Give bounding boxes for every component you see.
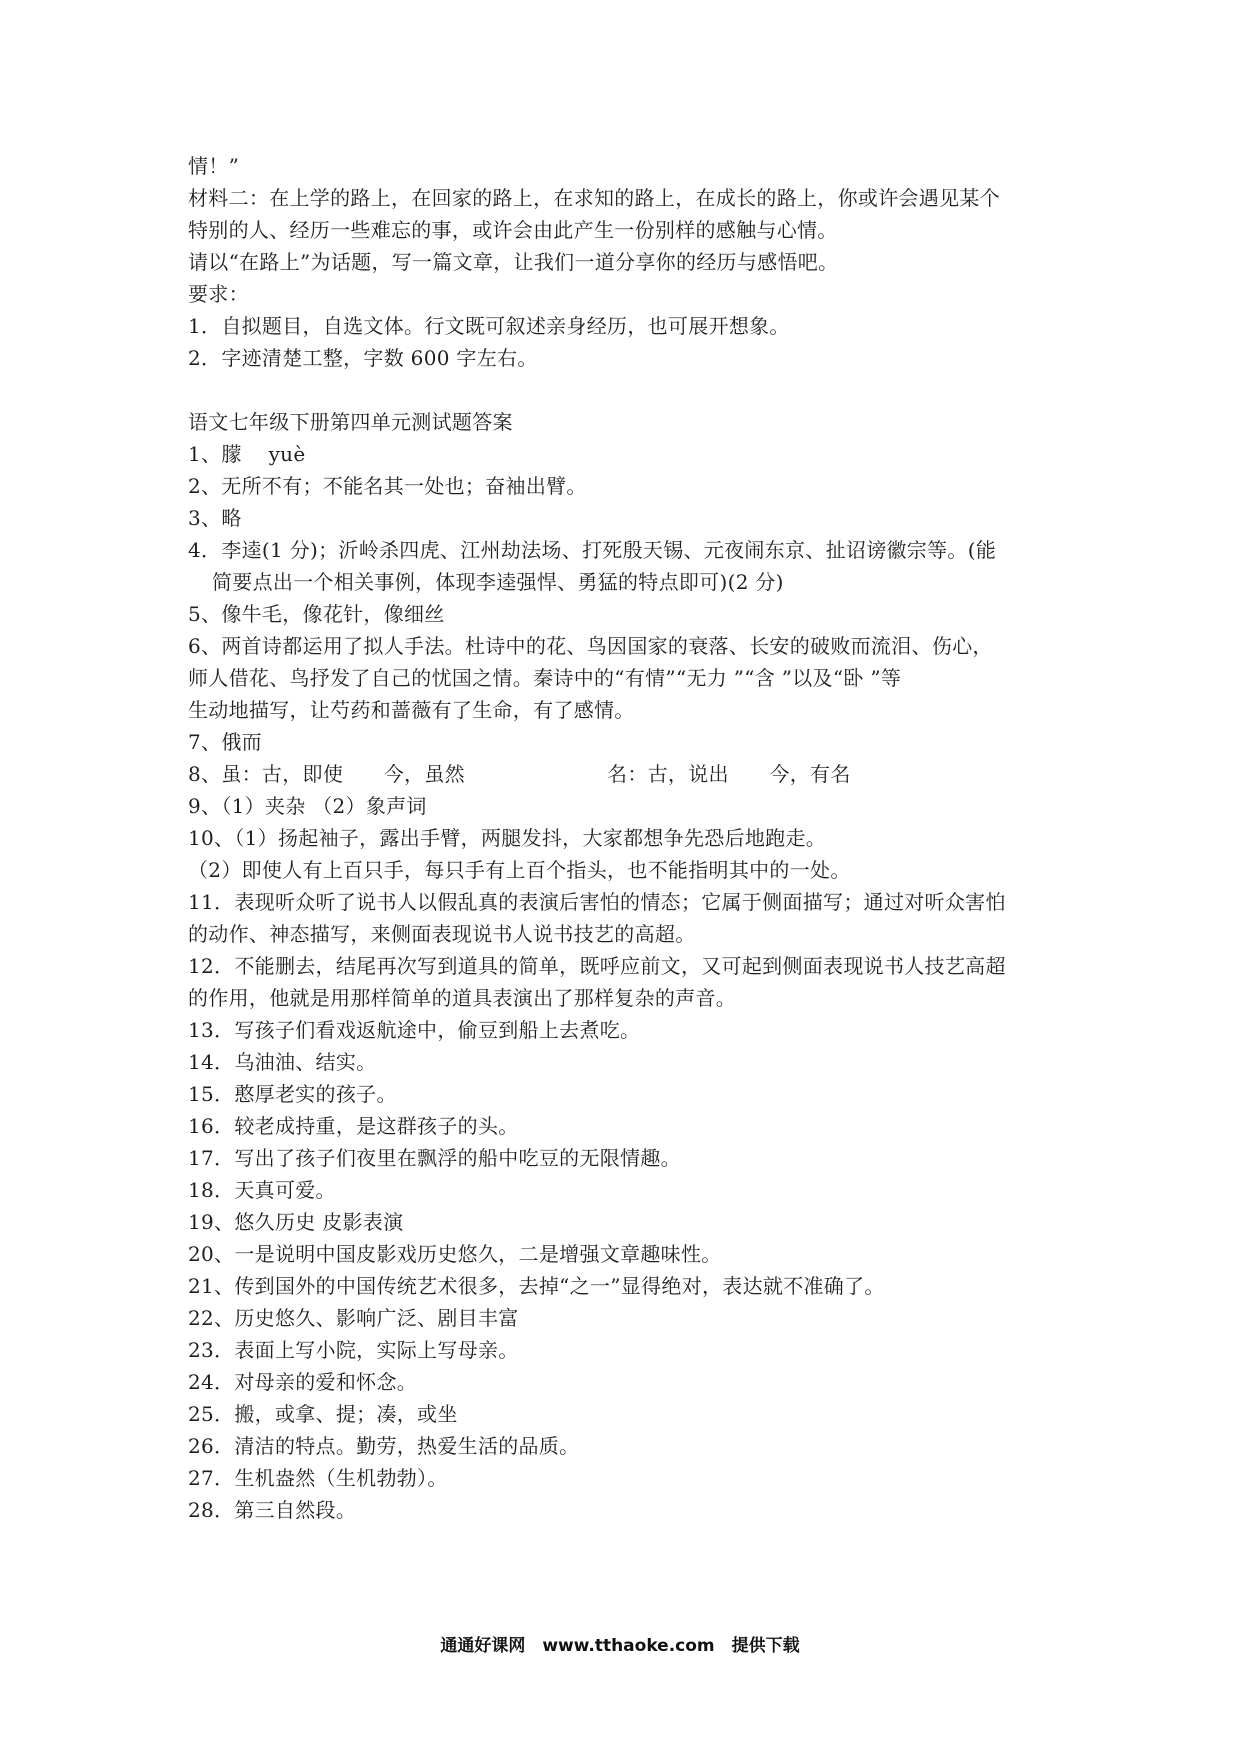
material-fragment: 情！” — [188, 154, 240, 178]
material-two-line-1: 材料二：在上学的路上，在回家的路上，在求知的路上，在成长的路上，你或许会遇见某个 — [188, 186, 1000, 210]
requirement-2: 2．字迹清楚工整，字数 600 字左右。 — [188, 346, 538, 370]
answers-title: 语文七年级下册第四单元测试题答案 — [188, 410, 513, 434]
footer-credit: 通通好课网 www.tthaoke.com 提供下载 — [440, 1636, 800, 1656]
requirement-1: 1．自拟题目，自选文体。行文既可叙述亲身经历，也可展开想象。 — [188, 314, 790, 338]
answer-line: 25．搬，或拿、提；凑，或坐 — [188, 1402, 458, 1426]
answer-line: 1、朦 yuè — [188, 442, 306, 466]
answer-line: 23．表面上写小院，实际上写母亲。 — [188, 1338, 519, 1362]
answer-line: 20、一是说明中国皮影戏历史悠久，二是增强文章趣味性。 — [188, 1242, 722, 1266]
answer-line: 师人借花、鸟抒发了自己的忧国之情。秦诗中的“有情”“无力 ”“含 ”以及“卧 ”等 — [188, 666, 902, 690]
answer-line: 15．憨厚老实的孩子。 — [188, 1082, 397, 1106]
answer-line: 26．清洁的特点。勤劳，热爱生活的品质。 — [188, 1434, 580, 1458]
answer-line: 14．乌油油、结实。 — [188, 1050, 377, 1074]
answer-line: 4．李逵(1 分)；沂岭杀四虎、江州劫法场、打死殷天锡、元夜闹东京、扯诏谤徽宗等。(能 — [188, 538, 997, 562]
answer-line: 27．生机盎然（生机勃勃）。 — [188, 1466, 448, 1490]
answer-line: 的动作、神态描写，来侧面表现说书人说书技艺的高超。 — [188, 922, 696, 946]
answer-line: 16．较老成持重，是这群孩子的头。 — [188, 1114, 519, 1138]
answer-line: 生动地描写，让芍药和蔷薇有了生命，有了感情。 — [188, 698, 635, 722]
answer-line: 3、略 — [188, 506, 242, 530]
answer-line: 17．写出了孩子们夜里在飘浮的船中吃豆的无限情趣。 — [188, 1146, 681, 1170]
answer-line: 13．写孩子们看戏返航途中，偷豆到船上去煮吃。 — [188, 1018, 641, 1042]
answer-line: 简要点出一个相关事例，体现李逵强悍、勇猛的特点即可)(2 分) — [212, 570, 784, 594]
answer-line: 9、（1）夹杂 （2）象声词 — [188, 794, 427, 818]
essay-prompt: 请以“在路上”为话题，写一篇文章，让我们一道分享你的经历与感悟吧。 — [188, 250, 839, 274]
answer-line: 8、虽：古，即使 今，虽然 名：古，说出 今，有名 — [188, 762, 851, 786]
answer-line: 的作用，他就是用那样简单的道具表演出了那样复杂的声音。 — [188, 986, 737, 1010]
answer-line: 7、俄而 — [188, 730, 262, 754]
answer-line: 22、历史悠久、影响广泛、剧目丰富 — [188, 1306, 519, 1330]
answer-line: （2）即使人有上百只手，每只手有上百个指头，也不能指明其中的一处。 — [188, 858, 851, 882]
answer-line: 24．对母亲的爱和怀念。 — [188, 1370, 418, 1394]
answer-line: 2、无所不有；不能名其一处也；奋袖出臂。 — [188, 474, 587, 498]
answer-line: 6、两首诗都运用了拟人手法。杜诗中的花、鸟因国家的衰落、长安的破败而流泪、伤心， — [188, 634, 993, 658]
answer-line: 21、传到国外的中国传统艺术很多，去掉“之一”显得绝对，表达就不准确了。 — [188, 1274, 885, 1298]
answer-line: 12．不能删去，结尾再次写到道具的简单，既呼应前文，又可起到侧面表现说书人技艺高超 — [188, 954, 1006, 978]
answer-line: 10、（1）扬起袖子，露出手臂，两腿发抖，大家都想争先恐后地跑走。 — [188, 826, 827, 850]
answer-line: 5、像牛毛，像花针，像细丝 — [188, 602, 445, 626]
answer-line: 18．天真可爱。 — [188, 1178, 336, 1202]
requirements-title: 要求： — [188, 282, 249, 306]
answer-line: 19、悠久历史 皮影表演 — [188, 1210, 404, 1234]
answer-line: 11．表现听众听了说书人以假乱真的表演后害怕的情态；它属于侧面描写；通过对听众害怕 — [188, 890, 1006, 914]
material-two-line-2: 特别的人、经历一些难忘的事，或许会由此产生一份别样的感触与心情。 — [188, 218, 838, 242]
answer-line: 28．第三自然段。 — [188, 1498, 357, 1522]
